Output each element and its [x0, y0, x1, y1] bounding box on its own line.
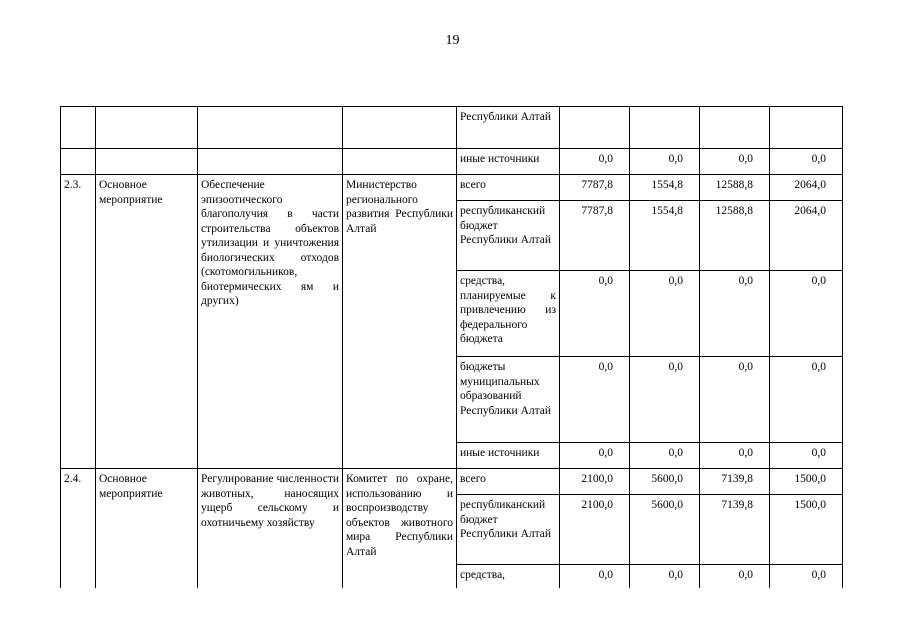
source-cell: иные источники — [457, 443, 560, 469]
value-cell: 0,0 — [630, 149, 700, 175]
value-cell: 0,0 — [770, 443, 843, 469]
value-cell: 7139,8 — [700, 469, 770, 495]
name-cell — [198, 107, 343, 149]
number-cell — [61, 149, 96, 175]
value-cell: 7787,8 — [560, 175, 630, 201]
value-cell: 0,0 — [560, 149, 630, 175]
page-number: 19 — [445, 33, 460, 48]
value-cell: 0,0 — [560, 565, 630, 588]
value-cell: 2100,0 — [560, 495, 630, 565]
name-cell — [198, 149, 343, 175]
value-cell: 0,0 — [560, 357, 630, 443]
number-cell — [61, 107, 96, 149]
value-cell: 1554,8 — [630, 175, 700, 201]
value-cell: 0,0 — [700, 357, 770, 443]
table-row — [61, 469, 843, 495]
executor-cell — [343, 107, 457, 149]
source-cell: средства, — [457, 565, 560, 588]
value-cell: 0,0 — [770, 271, 843, 357]
source-cell: иные источники — [457, 149, 560, 175]
value-cell: 0,0 — [560, 271, 630, 357]
value-cell: 12588,8 — [700, 175, 770, 201]
value-cell: 0,0 — [630, 271, 700, 357]
value-cell: 0,0 — [770, 357, 843, 443]
value-cell: 0,0 — [630, 565, 700, 588]
value-cell — [770, 107, 843, 149]
value-cell: 0,0 — [770, 565, 843, 588]
value-cell: 0,0 — [560, 443, 630, 469]
executor-cell — [343, 149, 457, 175]
program-financing-table — [60, 106, 843, 588]
value-cell: 12588,8 — [700, 201, 770, 271]
value-cell: 2064,0 — [770, 201, 843, 271]
source-cell: всего — [457, 175, 560, 201]
activity-type: Основное мероприятие — [96, 175, 198, 469]
activity-name: Обеспечение эпизоотического благополучия в части строительства объектов утилизации и уничтожения биологических отходов (скотомогильников, биотермических ям и других) — [198, 175, 343, 469]
value-cell: 7787,8 — [560, 201, 630, 271]
source-cell: средства, планируемые к привлечению из федерального бюджета — [457, 271, 560, 357]
value-cell: 0,0 — [770, 149, 843, 175]
activity-executor: Министерство регионального развития Республики Алтай — [343, 175, 457, 469]
value-cell: 0,0 — [700, 443, 770, 469]
value-cell: 5600,0 — [630, 495, 700, 565]
value-cell: 2100,0 — [560, 469, 630, 495]
source-cell: бюджеты муниципальных образований Республики Алтай — [457, 357, 560, 443]
value-cell: 0,0 — [700, 149, 770, 175]
value-cell: 0,0 — [630, 357, 700, 443]
value-cell — [700, 107, 770, 149]
value-cell: 1500,0 — [770, 469, 843, 495]
source-cell: Республики Алтай — [457, 107, 560, 149]
activity-type: Основное мероприятие — [96, 469, 198, 588]
type-cell — [96, 107, 198, 149]
source-cell: республиканский бюджет Республики Алтай — [457, 201, 560, 271]
value-cell — [630, 107, 700, 149]
value-cell: 5600,0 — [630, 469, 700, 495]
value-cell: 1554,8 — [630, 201, 700, 271]
table-row — [61, 175, 843, 201]
type-cell — [96, 149, 198, 175]
value-cell: 2064,0 — [770, 175, 843, 201]
source-cell: всего — [457, 469, 560, 495]
table-row — [61, 107, 843, 149]
value-cell: 0,0 — [700, 271, 770, 357]
activity-number: 2.4. — [61, 469, 96, 588]
value-cell: 7139,8 — [700, 495, 770, 565]
table-row — [61, 149, 843, 175]
value-cell: 0,0 — [630, 443, 700, 469]
value-cell — [560, 107, 630, 149]
value-cell: 0,0 — [700, 565, 770, 588]
activity-number: 2.3. — [61, 175, 96, 469]
value-cell: 1500,0 — [770, 495, 843, 565]
source-cell: республиканский бюджет Республики Алтай — [457, 495, 560, 565]
activity-name: Регулирование численности животных, наносящих ущерб сельскому и охотничьему хозяйству — [198, 469, 343, 588]
activity-executor: Комитет по охране, использованию и воспроизводству объектов животного мира Республики Алтай — [343, 469, 457, 588]
